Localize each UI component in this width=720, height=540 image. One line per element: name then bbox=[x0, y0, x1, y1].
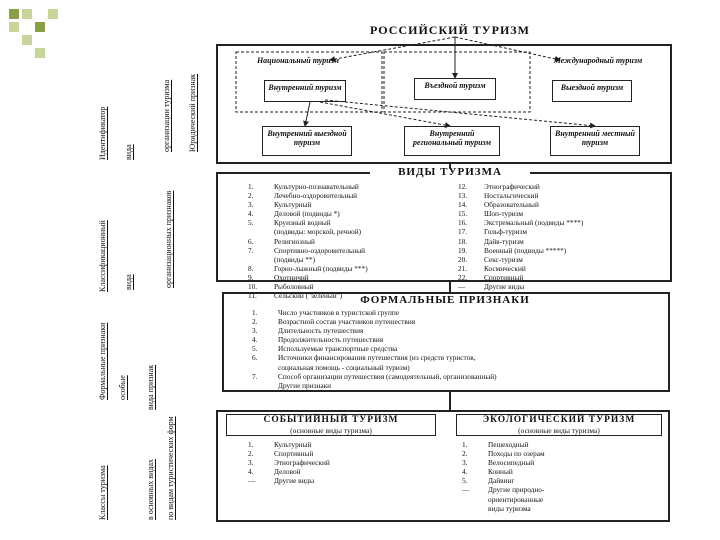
list-item: 3. Этнографический bbox=[248, 458, 330, 468]
types-right-list bbox=[458, 182, 583, 291]
event-tourism-title: СОБЫТИЙНЫЙ ТУРИЗМ bbox=[263, 415, 399, 425]
side-label: особые bbox=[118, 375, 127, 400]
list-item: 5. Круизный водный bbox=[248, 218, 331, 228]
side-label: по видам туристических форм bbox=[166, 416, 175, 520]
list-item: 3. Велосипедный bbox=[462, 458, 535, 468]
side-label: вида bbox=[124, 274, 133, 290]
list-item: (подвиды: морской, речной) bbox=[274, 227, 362, 237]
formal-list bbox=[252, 308, 497, 390]
types-left-list bbox=[248, 182, 368, 300]
list-item: 6. Религиозный bbox=[248, 236, 315, 246]
list-item: 8. Горно-лыжный (подвиды ***) bbox=[248, 263, 368, 273]
side-label: организации туризма bbox=[162, 79, 171, 152]
list-item: 3. Длительность путешествия bbox=[252, 326, 364, 336]
outbound-tourism-text: Выездной туризм bbox=[560, 83, 624, 92]
domestic-local-text: Внутренний местный туризм bbox=[554, 129, 636, 147]
list-item: 5. Используемые транспортные средства bbox=[252, 344, 398, 354]
domestic-outbound-box bbox=[262, 126, 352, 156]
list-item: 2. Лечебно-оздоровительный bbox=[248, 191, 358, 201]
list-item: 9. Охотничий bbox=[248, 272, 309, 282]
list-item: 1. Число участников в туристской группе bbox=[252, 308, 400, 317]
list-item: 7. Способ организации путешествия (самодеятельный, организованный) bbox=[252, 371, 497, 381]
list-item: ориентированные bbox=[488, 494, 544, 504]
side-label: организационных признаков bbox=[164, 190, 173, 288]
list-item: 4. Продолжительность путешествия bbox=[252, 335, 384, 345]
list-item: 4. Деловой bbox=[248, 467, 301, 477]
list-item: (подвиды **) bbox=[274, 254, 316, 264]
list-item: — Другие виды bbox=[248, 476, 315, 486]
side-label: Юридический признак bbox=[188, 73, 197, 152]
list-item: социальная помощь - социальный туризм) bbox=[278, 362, 410, 372]
russian-tourism-title: РОССИЙСКИЙ ТУРИЗМ bbox=[370, 23, 530, 37]
list-item: 4. Деловой (подвиды *) bbox=[248, 209, 340, 219]
eco-tourism-subtitle: (основные виды туризма) bbox=[518, 426, 600, 435]
list-item: 20. Секс-туризм bbox=[458, 254, 523, 264]
list-item: 15. Шоп-туризм bbox=[458, 209, 524, 219]
types-title: ВИДЫ ТУРИЗМА bbox=[370, 168, 530, 177]
list-item: — Другие природно- bbox=[462, 485, 545, 495]
domestic-regional-text: Внутренний региональный туризм bbox=[413, 129, 491, 147]
list-item: 1. Культурно-познавательный bbox=[248, 182, 359, 191]
domestic-outbound-text: Внутренний выездной туризм bbox=[267, 129, 347, 147]
outbound-tourism-box bbox=[552, 80, 632, 102]
side-label: Идентификатор bbox=[98, 106, 107, 160]
list-item: 2. Спортивный bbox=[248, 449, 314, 459]
side-label: Формальные признаки bbox=[98, 322, 107, 400]
international-tourism-label bbox=[548, 56, 648, 66]
domestic-local-box bbox=[550, 126, 640, 156]
side-label: вида bbox=[124, 144, 133, 160]
international-tourism-text: Международный туризм bbox=[553, 56, 643, 65]
eco-tourism-title: ЭКОЛОГИЧЕСКИЙ ТУРИЗМ bbox=[482, 415, 636, 425]
domestic-regional-box bbox=[404, 126, 500, 156]
list-item: 2. Возрастной состав участников путешествия bbox=[252, 317, 416, 327]
side-label: Классы туризма bbox=[98, 465, 107, 520]
list-item: 1. Пешеходный bbox=[462, 440, 529, 449]
list-item: 11. Сельский ("зеленый") bbox=[248, 291, 343, 301]
list-item: 4. Конный bbox=[462, 467, 513, 477]
list-item: 13. Ностальгический bbox=[458, 191, 539, 201]
inbound-tourism-box bbox=[414, 78, 496, 100]
list-item: 5. Дайвинг bbox=[462, 476, 515, 486]
side-label: Классификационный bbox=[98, 220, 107, 292]
list-item: 10. Рыболовный bbox=[248, 282, 314, 292]
domestic-tourism-text: Внутренний туризм bbox=[268, 83, 342, 92]
list-item: 1. Культурный bbox=[248, 440, 312, 449]
list-item: 21. Космический bbox=[458, 263, 526, 273]
list-item: 22. Спортивный bbox=[458, 272, 524, 282]
list-item: 7. Спортивно-оздоровительный bbox=[248, 245, 366, 255]
national-tourism-label bbox=[250, 56, 346, 66]
list-item: 12. Этнографический bbox=[458, 182, 540, 191]
list-item: 18. Дайв-туризм bbox=[458, 236, 524, 246]
side-label: вида признак bbox=[146, 364, 155, 410]
list-item: 2. Походы по озерам bbox=[462, 449, 545, 459]
eco-list bbox=[462, 440, 545, 513]
event-list bbox=[248, 440, 330, 485]
list-item: — Другие виды bbox=[458, 282, 525, 292]
list-item: Другие признаки bbox=[278, 380, 332, 390]
event-tourism-subtitle: (основные виды туризма) bbox=[290, 426, 372, 435]
inbound-tourism-text: Въездной туризм bbox=[424, 81, 486, 90]
list-item: виды туризма bbox=[488, 503, 531, 513]
list-item: 16. Экстремальный (подвиды ****) bbox=[458, 218, 584, 228]
side-label: в основных видах bbox=[146, 459, 155, 520]
list-item: 14. Образовательный bbox=[458, 200, 539, 210]
formal-title: ФОРМАЛЬНЫЕ ПРИЗНАКИ bbox=[360, 294, 530, 306]
domestic-tourism-box bbox=[264, 80, 346, 102]
list-item: 6. Источники финансирования путешествия (из средств туристов, bbox=[252, 353, 476, 363]
list-item: 3. Культурный bbox=[248, 200, 312, 210]
list-item: 19. Военный (подвиды *****) bbox=[458, 245, 567, 255]
list-item: 17. Гольф-туризм bbox=[458, 227, 527, 237]
national-tourism-text: Национальный туризм bbox=[256, 56, 340, 65]
